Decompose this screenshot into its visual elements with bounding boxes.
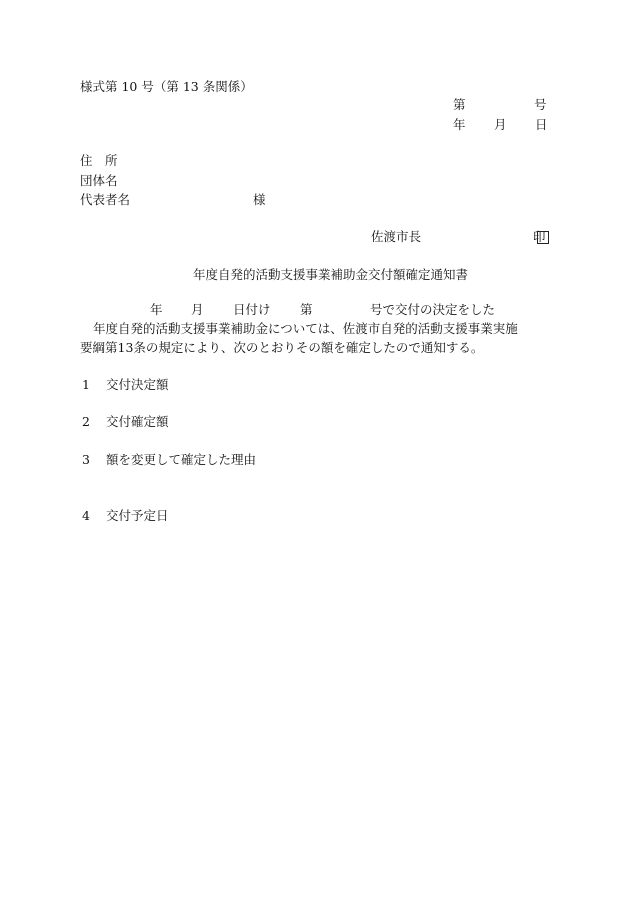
doc-number-suffix: 号	[534, 97, 547, 112]
ref-date: 日付け	[233, 302, 271, 317]
representative-label: 代表者名	[80, 192, 131, 207]
item-number: 3	[82, 452, 90, 467]
honorific: 様	[253, 192, 266, 207]
item-number: 1	[82, 377, 90, 392]
date-day: 日	[535, 117, 548, 132]
item-label: 額を変更して確定した理由	[106, 452, 257, 467]
date-year: 年	[453, 117, 466, 132]
doc-number-prefix: 第	[453, 97, 466, 112]
ref-month: 月	[191, 302, 204, 317]
seal-mark: 印	[533, 229, 546, 244]
date-month: 月	[494, 117, 507, 132]
issuer-title: 佐渡市長	[371, 229, 422, 244]
ref-year: 年	[150, 302, 163, 317]
ref-tail: 号で交付の決定をした	[370, 302, 496, 317]
address-label: 住 所	[80, 153, 118, 168]
body-line-3: 要綱第13条の規定により、次のとおりその額を確定したので通知する。	[80, 340, 484, 355]
body-line-2: 年度自発的活動支援事業補助金については、佐渡市自発的活動支援事業実施	[93, 321, 518, 336]
group-name-label: 団体名	[80, 173, 118, 188]
item-label: 交付予定日	[106, 508, 169, 523]
form-number: 様式第 10 号（第 13 条関係）	[80, 79, 253, 94]
seal-box	[537, 231, 549, 244]
item-number: 2	[82, 414, 90, 429]
item-number: 4	[82, 508, 90, 523]
ref-number-prefix: 第	[300, 302, 313, 317]
document-title: 年度自発的活動支援事業補助金交付額確定通知書	[193, 267, 469, 282]
item-label: 交付決定額	[106, 377, 169, 392]
item-label: 交付確定額	[106, 414, 169, 429]
